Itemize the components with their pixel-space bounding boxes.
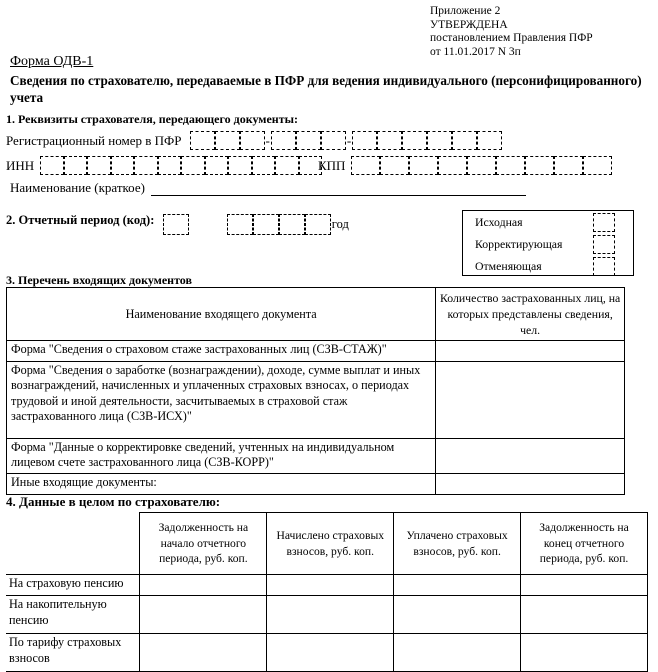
form-type-row-cancelling[interactable] <box>463 255 633 277</box>
year-cell[interactable] <box>279 214 305 235</box>
reg-cell[interactable] <box>271 131 296 150</box>
form-type-row-original[interactable] <box>463 211 633 233</box>
inn-cell[interactable] <box>158 156 182 175</box>
employer-totals-table <box>6 512 648 672</box>
kpp-cell[interactable] <box>583 156 612 175</box>
column-header-paid: Уплачено страховых взносов, руб. коп. <box>394 513 521 575</box>
kpp-cell[interactable] <box>380 156 409 175</box>
cell-funded-pension-debt-start[interactable] <box>140 596 267 634</box>
reg-cell[interactable] <box>190 131 215 150</box>
table-row <box>6 596 648 634</box>
approval-line-3: постановлением Правления ПФР <box>430 32 593 44</box>
cell-insurance-pension-accrued[interactable] <box>267 575 394 596</box>
inn-cell[interactable] <box>205 156 229 175</box>
inn-cell[interactable] <box>134 156 158 175</box>
inn-cell[interactable] <box>228 156 252 175</box>
cell-funded-pension-accrued[interactable] <box>267 596 394 634</box>
inn-cell[interactable] <box>252 156 276 175</box>
count-input-other[interactable] <box>436 473 625 494</box>
document-name-szv-isx: Форма "Сведения о заработке (вознаграждении), доходе, сумме выплат и иных вознаграждений, начисленных и уплаченных страховых взносах, о периодах трудовой и иной деятельности, засчитываемых в страховой стаж застрахованного лица (СЗВ-ИСХ)" <box>7 362 436 439</box>
reporting-period-code-cell[interactable] <box>163 214 189 235</box>
reg-cell[interactable] <box>377 131 402 150</box>
form-type-checkbox-correcting[interactable] <box>593 235 615 254</box>
reg-separator-dash: - <box>265 132 270 148</box>
kpp-cell[interactable] <box>496 156 525 175</box>
cell-insurance-pension-debt-end[interactable] <box>521 575 648 596</box>
year-cell[interactable] <box>305 214 331 235</box>
table-row <box>7 473 625 494</box>
form-type-checkbox-original[interactable] <box>593 213 615 232</box>
cell-funded-pension-paid[interactable] <box>394 596 521 634</box>
inn-cell[interactable] <box>181 156 205 175</box>
approval-block <box>430 5 656 59</box>
kpp-cell[interactable] <box>438 156 467 175</box>
row-label-insurance-pension: На страховую пенсию <box>6 575 140 596</box>
form-type-box <box>462 210 634 276</box>
approval-line-1: Приложение 2 <box>430 5 501 17</box>
column-header-insured-count: Количество застрахованных лиц, на которых представлены сведения, чел. <box>436 288 625 341</box>
year-cell[interactable] <box>253 214 279 235</box>
page-title: Сведения по страхователю, передаваемые в ПФР для ведения индивидуального (персонифицированного) учета <box>10 73 642 105</box>
document-name-szv-stazh: Форма "Сведения о страховом стаже застрахованных лиц (СЗВ-СТАЖ)" <box>7 341 436 362</box>
kpp-cell[interactable] <box>525 156 554 175</box>
kpp-row <box>318 156 612 175</box>
table-row <box>6 575 648 596</box>
short-name-input[interactable] <box>151 180 526 196</box>
kpp-input[interactable] <box>351 156 612 175</box>
section-2-heading: 2. Отчетный период (код): <box>6 213 155 227</box>
short-name-row <box>10 180 526 196</box>
kpp-cell[interactable] <box>554 156 583 175</box>
table-row <box>7 439 625 474</box>
reg-cell[interactable] <box>477 131 502 150</box>
reg-cell[interactable] <box>452 131 477 150</box>
reg-separator-dash: - <box>346 132 352 148</box>
inn-cell[interactable] <box>87 156 111 175</box>
inn-row <box>6 156 322 175</box>
row-label-contribution-tariff: По тарифу страховых взносов <box>6 634 140 672</box>
count-input-szv-isx[interactable] <box>436 362 625 439</box>
kpp-cell[interactable] <box>351 156 380 175</box>
form-type-label-cancelling: Отменяющая <box>475 258 542 273</box>
inn-cell[interactable] <box>275 156 299 175</box>
section-3-heading: 3. Перечень входящих документов <box>6 273 192 287</box>
corner-cell <box>6 513 140 575</box>
reg-cell[interactable] <box>352 131 377 150</box>
column-header-debt-end: Задолженность на конец отчетного периода, руб. коп. <box>521 513 648 575</box>
section-1-heading: 1. Реквизиты страхователя, передающего документы: <box>6 112 298 126</box>
inn-input[interactable] <box>40 156 322 175</box>
document-name-szv-korr: Форма "Данные о корректировке сведений, учтенных на индивидуальном лицевом счете застрахованного лица (СЗВ-КОРР)" <box>7 439 436 474</box>
kpp-label: КПП <box>318 157 346 173</box>
table-header-row <box>7 288 625 341</box>
registration-number-input[interactable] <box>190 131 503 150</box>
table-row <box>7 341 625 362</box>
reg-cell[interactable] <box>321 131 346 150</box>
short-name-label: Наименование (краткое) <box>10 180 145 195</box>
table-header-row <box>6 513 648 575</box>
reg-cell[interactable] <box>427 131 452 150</box>
cell-insurance-pension-debt-start[interactable] <box>140 575 267 596</box>
row-label-funded-pension: На накопительную пенсию <box>6 596 140 634</box>
kpp-cell[interactable] <box>467 156 496 175</box>
form-type-label-original: Исходная <box>475 214 523 229</box>
inn-label: ИНН <box>6 157 35 173</box>
year-word-label: год <box>331 217 349 231</box>
approval-line-2: УТВЕРЖДЕНА <box>430 18 508 31</box>
approval-line-4: от 11.01.2017 N 3п <box>430 45 521 58</box>
incoming-documents-table <box>6 287 625 495</box>
cell-funded-pension-debt-end[interactable] <box>521 596 648 634</box>
reg-cell[interactable] <box>240 131 265 150</box>
registration-number-label: Регистрационный номер в ПФР <box>6 132 182 148</box>
reporting-period-row <box>6 214 349 235</box>
reporting-period-year-input[interactable] <box>227 214 331 235</box>
column-header-accrued: Начислено страховых взносов, руб. коп. <box>267 513 394 575</box>
reg-cell[interactable] <box>215 131 240 150</box>
column-header-document-name: Наименование входящего документа <box>7 288 436 341</box>
inn-cell[interactable] <box>111 156 135 175</box>
count-input-szv-stazh[interactable] <box>436 341 625 362</box>
document-name-other: Иные входящие документы: <box>7 473 436 494</box>
inn-cell[interactable] <box>64 156 88 175</box>
form-code: Форма ОДВ-1 <box>10 54 94 69</box>
column-header-debt-start: Задолженность на начало отчетного периода, руб. коп. <box>140 513 267 575</box>
form-type-checkbox-cancelling[interactable] <box>593 257 615 276</box>
inn-cell[interactable] <box>40 156 64 175</box>
form-type-label-correcting: Корректирующая <box>475 236 563 251</box>
year-cell[interactable] <box>227 214 253 235</box>
reg-cell[interactable] <box>402 131 427 150</box>
registration-number-row <box>6 131 502 150</box>
reg-cell[interactable] <box>296 131 321 150</box>
cell-insurance-pension-paid[interactable] <box>394 575 521 596</box>
section-4-heading: 4. Данные в целом по страхователю: <box>6 494 221 509</box>
form-type-row-correcting[interactable] <box>463 233 633 255</box>
table-row <box>7 362 625 439</box>
count-input-szv-korr[interactable] <box>436 439 625 474</box>
kpp-cell[interactable] <box>409 156 438 175</box>
